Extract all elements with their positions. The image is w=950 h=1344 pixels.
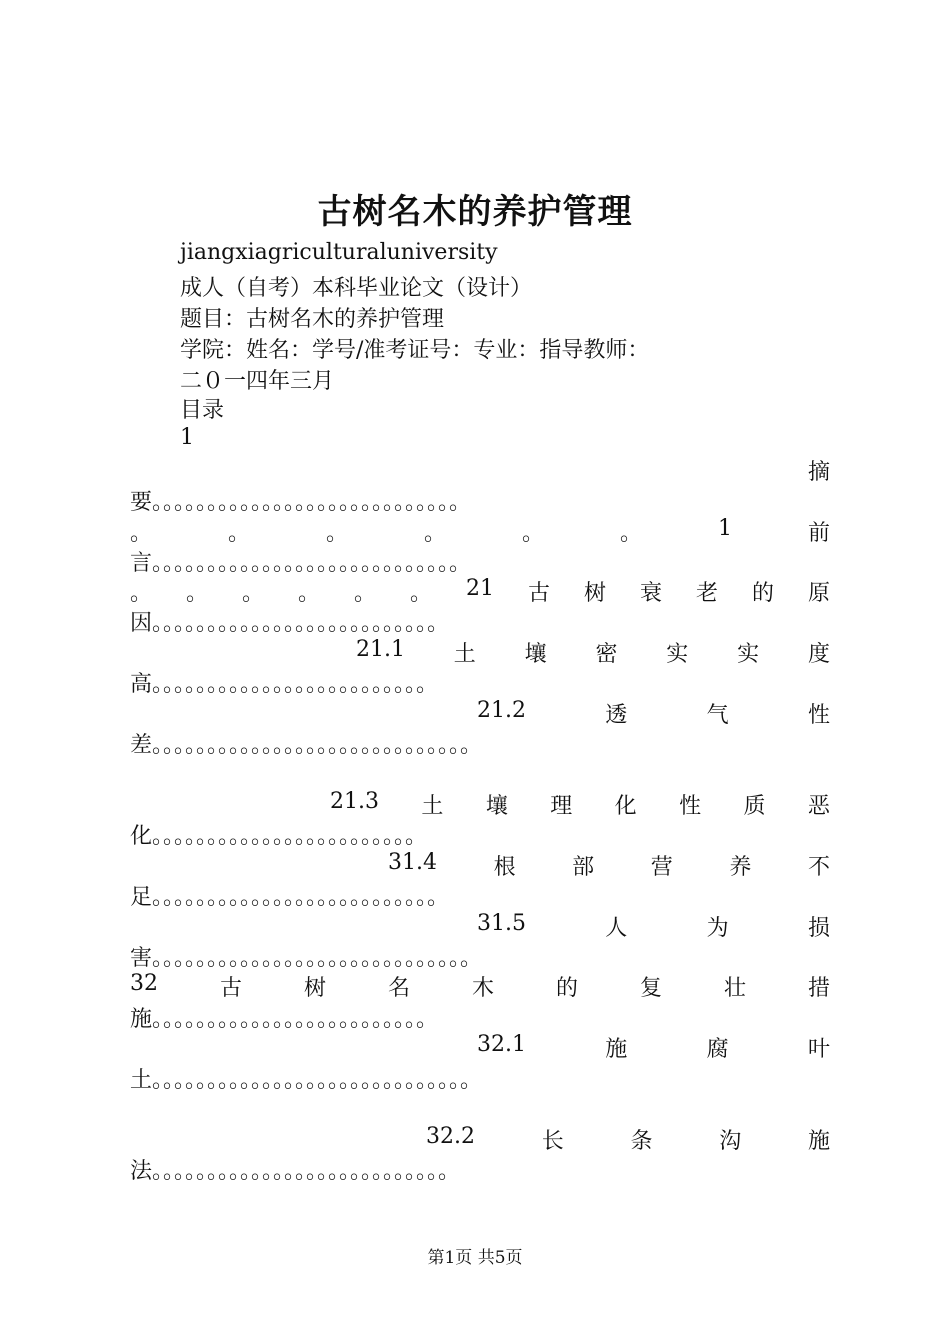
toc-token: 。 [620, 521, 643, 546]
toc-token: 32.1 [477, 1032, 526, 1057]
toc-token: 性 [679, 794, 702, 819]
toc-token: 措 [807, 976, 830, 1001]
toc-token: 1 [718, 516, 732, 541]
toc-token: 部 [572, 855, 595, 880]
toc-summary-head: 摘 [808, 460, 831, 485]
toc-token: 长 [541, 1129, 564, 1154]
toc-entry-2-1 [477, 1032, 830, 1063]
toc-token: 的 [751, 581, 774, 606]
toc-token: 化 [614, 794, 637, 819]
toc-token: 理 [550, 794, 573, 819]
toc-token: 性 [807, 703, 830, 728]
toc-token: 实 [737, 642, 760, 667]
toc-entry-1-4-tail: 足。。。。。。。。。。。。。。。。。。。。。。。。。。 [130, 885, 450, 910]
toc-token: 。 [186, 581, 209, 606]
toc-token: 。 [354, 581, 377, 606]
toc-summary-tail: 要。。。。。。。。。。。。。。。。。。。。。。。。。。。。 [130, 490, 472, 515]
toc-token: 为 [706, 916, 729, 941]
page-title: 古树名木的养护管理 [317, 192, 633, 232]
toc-entry-2-2 [426, 1124, 830, 1155]
toc-token: 土 [453, 642, 476, 667]
toc-entry-1-1-tail: 高。。。。。。。。。。。。。。。。。。。。。。。。。 [130, 672, 439, 697]
toc-entry-1-3-tail: 化。。。。。。。。。。。。。。。。。。。。。。。。 [130, 824, 428, 849]
date-line: 二０一四年三月 [180, 369, 335, 394]
toc-token: 实 [666, 642, 689, 667]
toc-token: 壤 [524, 642, 547, 667]
toc-number: 1 [180, 425, 194, 450]
toc-token: 。 [242, 581, 265, 606]
toc-entry-1-1 [356, 637, 830, 668]
author-info-line: 学院：姓名：学号/准考证号：专业：指导教师： [180, 338, 650, 363]
toc-token: 32.2 [426, 1124, 475, 1149]
toc-token: 质 [743, 794, 766, 819]
toc-token: 原 [807, 581, 830, 606]
toc-preface-dots2 [130, 576, 830, 607]
university-line: jiangxiagriculturaluniversity [180, 240, 498, 265]
toc-token: 人 [605, 916, 628, 941]
toc-token: 21.3 [330, 789, 379, 814]
toc-token: 土 [421, 794, 444, 819]
page-footer: 第1页 共5页 [427, 1248, 523, 1268]
toc-token: 复 [639, 976, 662, 1001]
toc-token: 壤 [485, 794, 508, 819]
toc-token: 。 [424, 521, 447, 546]
toc-token: 腐 [706, 1037, 729, 1062]
toc-token: 密 [595, 642, 618, 667]
toc-token: 透 [605, 703, 628, 728]
toc-preface-tail: 言。。。。。。。。。。。。。。。。。。。。。。。。。。。。 [130, 551, 472, 576]
toc-token: 养 [729, 855, 752, 880]
toc-token: 31.4 [388, 850, 437, 875]
toc-token: 树 [583, 581, 606, 606]
toc-token: 叶 [807, 1037, 830, 1062]
toc-token: 。 [326, 521, 349, 546]
toc-entry-1-3 [330, 789, 830, 820]
toc-token: 。 [410, 581, 433, 606]
toc-entry-1-5 [477, 911, 830, 942]
toc-token: 古 [219, 976, 242, 1001]
toc-token: 度 [807, 642, 830, 667]
toc-token: 。 [130, 521, 153, 546]
toc-token: 。 [298, 581, 321, 606]
toc-token: 施 [807, 1129, 830, 1154]
toc-heading: 目录 [180, 398, 225, 423]
toc-token: 21 [466, 576, 494, 601]
thesis-type-line: 成人（自考）本科毕业论文（设计） [180, 276, 533, 301]
toc-token: 前 [807, 521, 830, 546]
toc-token: 恶 [807, 794, 830, 819]
toc-token: 树 [303, 976, 326, 1001]
toc-token: 古 [527, 581, 550, 606]
toc-token: 营 [650, 855, 673, 880]
toc-token: 根 [493, 855, 516, 880]
toc-token: 31.5 [477, 911, 526, 936]
topic-line: 题目：古树名木的养护管理 [180, 307, 445, 332]
toc-token: 衰 [639, 581, 662, 606]
toc-summary-dots2 [130, 516, 830, 547]
toc-token: 的 [555, 976, 578, 1001]
toc-entry-1-2 [477, 698, 830, 729]
toc-token: 不 [807, 855, 830, 880]
toc-token: 损 [807, 916, 830, 941]
toc-chapter-2 [130, 971, 830, 1002]
toc-entry-1-5-tail: 害。。。。。。。。。。。。。。。。。。。。。。。。。。。。。 [130, 946, 483, 971]
toc-entry-2-2-tail: 法。。。。。。。。。。。。。。。。。。。。。。。。。。。 [130, 1159, 461, 1184]
toc-token: 施 [605, 1037, 628, 1062]
toc-token: 老 [695, 581, 718, 606]
toc-token: 名 [387, 976, 410, 1001]
toc-token: 。 [130, 581, 153, 606]
toc-token: 21.2 [477, 698, 526, 723]
toc-token: 壮 [723, 976, 746, 1001]
toc-entry-1-4 [388, 850, 830, 881]
toc-entry-1-2-tail: 差。。。。。。。。。。。。。。。。。。。。。。。。。。。。。 [130, 733, 483, 758]
toc-entry-2-1-tail: 土。。。。。。。。。。。。。。。。。。。。。。。。。。。。。 [130, 1068, 483, 1093]
toc-token: 。 [228, 521, 251, 546]
toc-token: 条 [630, 1129, 653, 1154]
toc-token: 气 [706, 703, 729, 728]
toc-cause-tail: 因。。。。。。。。。。。。。。。。。。。。。。。。。。 [130, 611, 450, 636]
toc-token: 21.1 [356, 637, 405, 662]
toc-token: 沟 [719, 1129, 742, 1154]
toc-token: 32 [130, 971, 158, 996]
toc-token: 。 [522, 521, 545, 546]
toc-token: 木 [471, 976, 494, 1001]
toc-chapter-2-tail: 施。。。。。。。。。。。。。。。。。。。。。。。。。 [130, 1007, 439, 1032]
